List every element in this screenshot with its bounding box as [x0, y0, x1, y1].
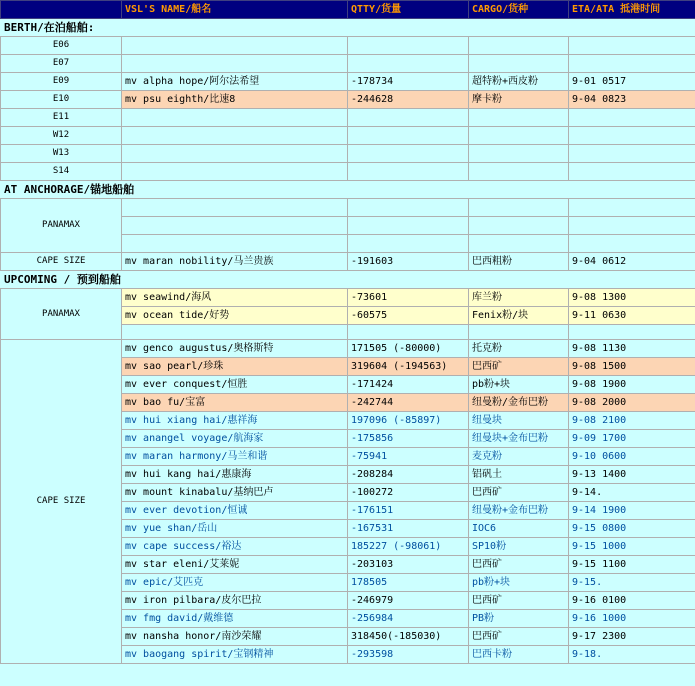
- berth-label: E11: [1, 109, 122, 127]
- cell-qty: -178734: [348, 73, 469, 91]
- table-row: [1, 163, 695, 181]
- cell-qty: -191603: [348, 253, 469, 271]
- cell-qty: [348, 235, 469, 253]
- cell-eta: 9-15 0800: [569, 520, 695, 538]
- cell-qty: 171505 (-80000): [348, 340, 469, 358]
- cell-cargo: [469, 55, 569, 73]
- table-row: [1, 109, 695, 127]
- cell-cargo: 巴西粗粉: [469, 253, 569, 271]
- cell-cargo: 巴西矿: [469, 628, 569, 646]
- cell-eta: [569, 37, 695, 55]
- cell-qty: [348, 109, 469, 127]
- cell-vessel: [122, 217, 348, 235]
- cell-qty: -73601: [348, 289, 469, 307]
- cell-eta: 9-08 2000: [569, 394, 695, 412]
- berth-label: W12: [1, 127, 122, 145]
- cell-eta: 9-08 1500: [569, 358, 695, 376]
- cell-eta: 9-17 2300: [569, 628, 695, 646]
- header-blank: [1, 1, 122, 19]
- section-title: UPCOMING / 预到船舶: [1, 271, 695, 289]
- cell-vessel: mv maran harmony/马兰和谐: [122, 448, 348, 466]
- category-label: PANAMAX: [1, 199, 122, 253]
- cell-eta: [569, 325, 695, 340]
- cell-eta: 9-15 1100: [569, 556, 695, 574]
- berth-label: E06: [1, 37, 122, 55]
- cell-qty: 178505: [348, 574, 469, 592]
- table-row: [1, 340, 695, 358]
- cell-eta: 9-10 0600: [569, 448, 695, 466]
- cell-eta: 9-08 1130: [569, 340, 695, 358]
- cell-vessel: mv epic/艾匹克: [122, 574, 348, 592]
- category-label: CAPE SIZE: [1, 253, 122, 271]
- cell-eta: 9-16 1000: [569, 610, 695, 628]
- cell-vessel: mv psu eighth/比速8: [122, 91, 348, 109]
- cell-vessel: mv mount kinabalu/基纳巴卢: [122, 484, 348, 502]
- cell-qty: [348, 145, 469, 163]
- cell-vessel: mv anangel voyage/航海家: [122, 430, 348, 448]
- cell-qty: -100272: [348, 484, 469, 502]
- header-eta: ETA/ATA 抵港时间: [569, 1, 695, 19]
- cell-eta: [569, 235, 695, 253]
- cell-eta: 9-04 0612: [569, 253, 695, 271]
- category-label: CAPE SIZE: [1, 340, 122, 664]
- cell-eta: [569, 217, 695, 235]
- cell-eta: 9-08 1900: [569, 376, 695, 394]
- cell-qty: [348, 37, 469, 55]
- cell-vessel: [122, 199, 348, 217]
- cell-cargo: [469, 217, 569, 235]
- cell-qty: 185227 (-98061): [348, 538, 469, 556]
- cell-qty: -244628: [348, 91, 469, 109]
- berth-label: E07: [1, 55, 122, 73]
- cell-vessel: [122, 37, 348, 55]
- cell-cargo: Fenix粉/块: [469, 307, 569, 325]
- cell-cargo: 巴西矿: [469, 556, 569, 574]
- cell-vessel: mv ever devotion/恒诚: [122, 502, 348, 520]
- cell-cargo: 巴西矿: [469, 484, 569, 502]
- cell-vessel: [122, 145, 348, 163]
- cell-cargo: pb粉+块: [469, 376, 569, 394]
- cell-vessel: mv yue shan/岳山: [122, 520, 348, 538]
- cell-vessel: mv ocean tide/好势: [122, 307, 348, 325]
- cell-eta: 9-08 2100: [569, 412, 695, 430]
- cell-vessel: mv sao pearl/珍珠: [122, 358, 348, 376]
- cell-qty: -75941: [348, 448, 469, 466]
- cell-cargo: 纽曼块+金布巴粉: [469, 430, 569, 448]
- section-berth: [1, 19, 695, 37]
- cell-qty: -176151: [348, 502, 469, 520]
- cell-cargo: 纽曼粉+金布巴粉: [469, 502, 569, 520]
- cell-cargo: SP10粉: [469, 538, 569, 556]
- cell-cargo: 托克粉: [469, 340, 569, 358]
- header-vessel: VSL'S NAME/船名: [122, 1, 348, 19]
- section-title: AT ANCHORAGE/锚地船舶: [1, 181, 695, 199]
- cell-vessel: mv hui xiang hai/惠祥海: [122, 412, 348, 430]
- cell-cargo: [469, 127, 569, 145]
- cell-eta: [569, 199, 695, 217]
- berth-label: E10: [1, 91, 122, 109]
- cell-qty: [348, 199, 469, 217]
- cell-cargo: 纽曼粉/金布巴粉: [469, 394, 569, 412]
- cell-cargo: 超特粉+西皮粉: [469, 73, 569, 91]
- cell-eta: 9-08 1300: [569, 289, 695, 307]
- cell-qty: -203103: [348, 556, 469, 574]
- cell-eta: 9-18.: [569, 646, 695, 664]
- cell-vessel: mv ever conquest/恒胜: [122, 376, 348, 394]
- cell-cargo: 纽曼块: [469, 412, 569, 430]
- table-row: [1, 127, 695, 145]
- cell-eta: 9-13 1400: [569, 466, 695, 484]
- cell-cargo: 巴西矿: [469, 592, 569, 610]
- cell-eta: [569, 55, 695, 73]
- section-anchorage: [1, 181, 695, 199]
- cell-vessel: mv cape success/裕达: [122, 538, 348, 556]
- table-row: [1, 37, 695, 55]
- table-row: [1, 145, 695, 163]
- table-row: [1, 73, 695, 91]
- cell-qty: [348, 55, 469, 73]
- cell-qty: [348, 163, 469, 181]
- cell-cargo: [469, 109, 569, 127]
- cell-qty: -246979: [348, 592, 469, 610]
- cell-cargo: [469, 235, 569, 253]
- category-label: PANAMAX: [1, 289, 122, 340]
- cell-qty: -293598: [348, 646, 469, 664]
- cell-qty: -208284: [348, 466, 469, 484]
- cell-vessel: mv nansha honor/南沙荣耀: [122, 628, 348, 646]
- cell-vessel: mv seawind/海风: [122, 289, 348, 307]
- table-row: [1, 289, 695, 307]
- cell-cargo: 铝矾土: [469, 466, 569, 484]
- cell-cargo: 摩卡粉: [469, 91, 569, 109]
- cell-cargo: [469, 37, 569, 55]
- cell-vessel: [122, 55, 348, 73]
- cell-eta: [569, 145, 695, 163]
- cell-cargo: [469, 325, 569, 340]
- cell-qty: [348, 325, 469, 340]
- cell-vessel: [122, 109, 348, 127]
- cell-cargo: 麦克粉: [469, 448, 569, 466]
- cell-qty: 318450(-185030): [348, 628, 469, 646]
- cell-vessel: mv star eleni/艾莱妮: [122, 556, 348, 574]
- cell-vessel: mv fmg david/戴维德: [122, 610, 348, 628]
- cell-qty: -167531: [348, 520, 469, 538]
- cell-vessel: [122, 235, 348, 253]
- cell-eta: [569, 163, 695, 181]
- cell-vessel: mv maran nobility/马兰贵族: [122, 253, 348, 271]
- cell-cargo: 库兰粉: [469, 289, 569, 307]
- cell-qty: [348, 217, 469, 235]
- cell-cargo: [469, 199, 569, 217]
- section-upcoming: [1, 271, 695, 289]
- header-row: [1, 1, 695, 19]
- berth-label: S14: [1, 163, 122, 181]
- table-row: [1, 55, 695, 73]
- cell-cargo: [469, 163, 569, 181]
- cell-vessel: [122, 163, 348, 181]
- section-title: BERTH/在泊船舶:: [1, 19, 695, 37]
- table-row: [1, 199, 695, 217]
- cell-cargo: 巴西矿: [469, 358, 569, 376]
- cell-eta: [569, 109, 695, 127]
- cell-cargo: 巴西卡粉: [469, 646, 569, 664]
- berth-label: E09: [1, 73, 122, 91]
- table-row: [1, 91, 695, 109]
- cell-eta: 9-15.: [569, 574, 695, 592]
- cell-cargo: PB粉: [469, 610, 569, 628]
- cell-eta: [569, 127, 695, 145]
- header-qty: QTTY/货量: [348, 1, 469, 19]
- cell-cargo: pb粉+块: [469, 574, 569, 592]
- cell-qty: -256984: [348, 610, 469, 628]
- cell-qty: [348, 127, 469, 145]
- cell-eta: 9-14.: [569, 484, 695, 502]
- cell-vessel: mv baogang spirit/宝钢精神: [122, 646, 348, 664]
- cell-eta: 9-11 0630: [569, 307, 695, 325]
- cell-qty: -171424: [348, 376, 469, 394]
- cell-eta: 9-04 0823: [569, 91, 695, 109]
- header-cargo: CARGO/货种: [469, 1, 569, 19]
- cell-qty: 319604 (-194563): [348, 358, 469, 376]
- cell-qty: -242744: [348, 394, 469, 412]
- cell-eta: 9-01 0517: [569, 73, 695, 91]
- cell-eta: 9-16 0100: [569, 592, 695, 610]
- table-row: [1, 253, 695, 271]
- cell-qty: 197096 (-85897): [348, 412, 469, 430]
- cell-eta: 9-09 1700: [569, 430, 695, 448]
- berth-label: W13: [1, 145, 122, 163]
- cell-eta: 9-14 1900: [569, 502, 695, 520]
- cell-qty: -60575: [348, 307, 469, 325]
- cell-qty: -175856: [348, 430, 469, 448]
- cell-vessel: mv bao fu/宝富: [122, 394, 348, 412]
- cell-eta: 9-15 1000: [569, 538, 695, 556]
- cell-vessel: [122, 325, 348, 340]
- cell-cargo: IOC6: [469, 520, 569, 538]
- cell-vessel: mv alpha hope/阿尔法希望: [122, 73, 348, 91]
- cell-vessel: [122, 127, 348, 145]
- cell-cargo: [469, 145, 569, 163]
- cell-vessel: mv genco augustus/奥格斯特: [122, 340, 348, 358]
- cell-vessel: mv iron pilbara/皮尔巴拉: [122, 592, 348, 610]
- cell-vessel: mv hui kang hai/惠康海: [122, 466, 348, 484]
